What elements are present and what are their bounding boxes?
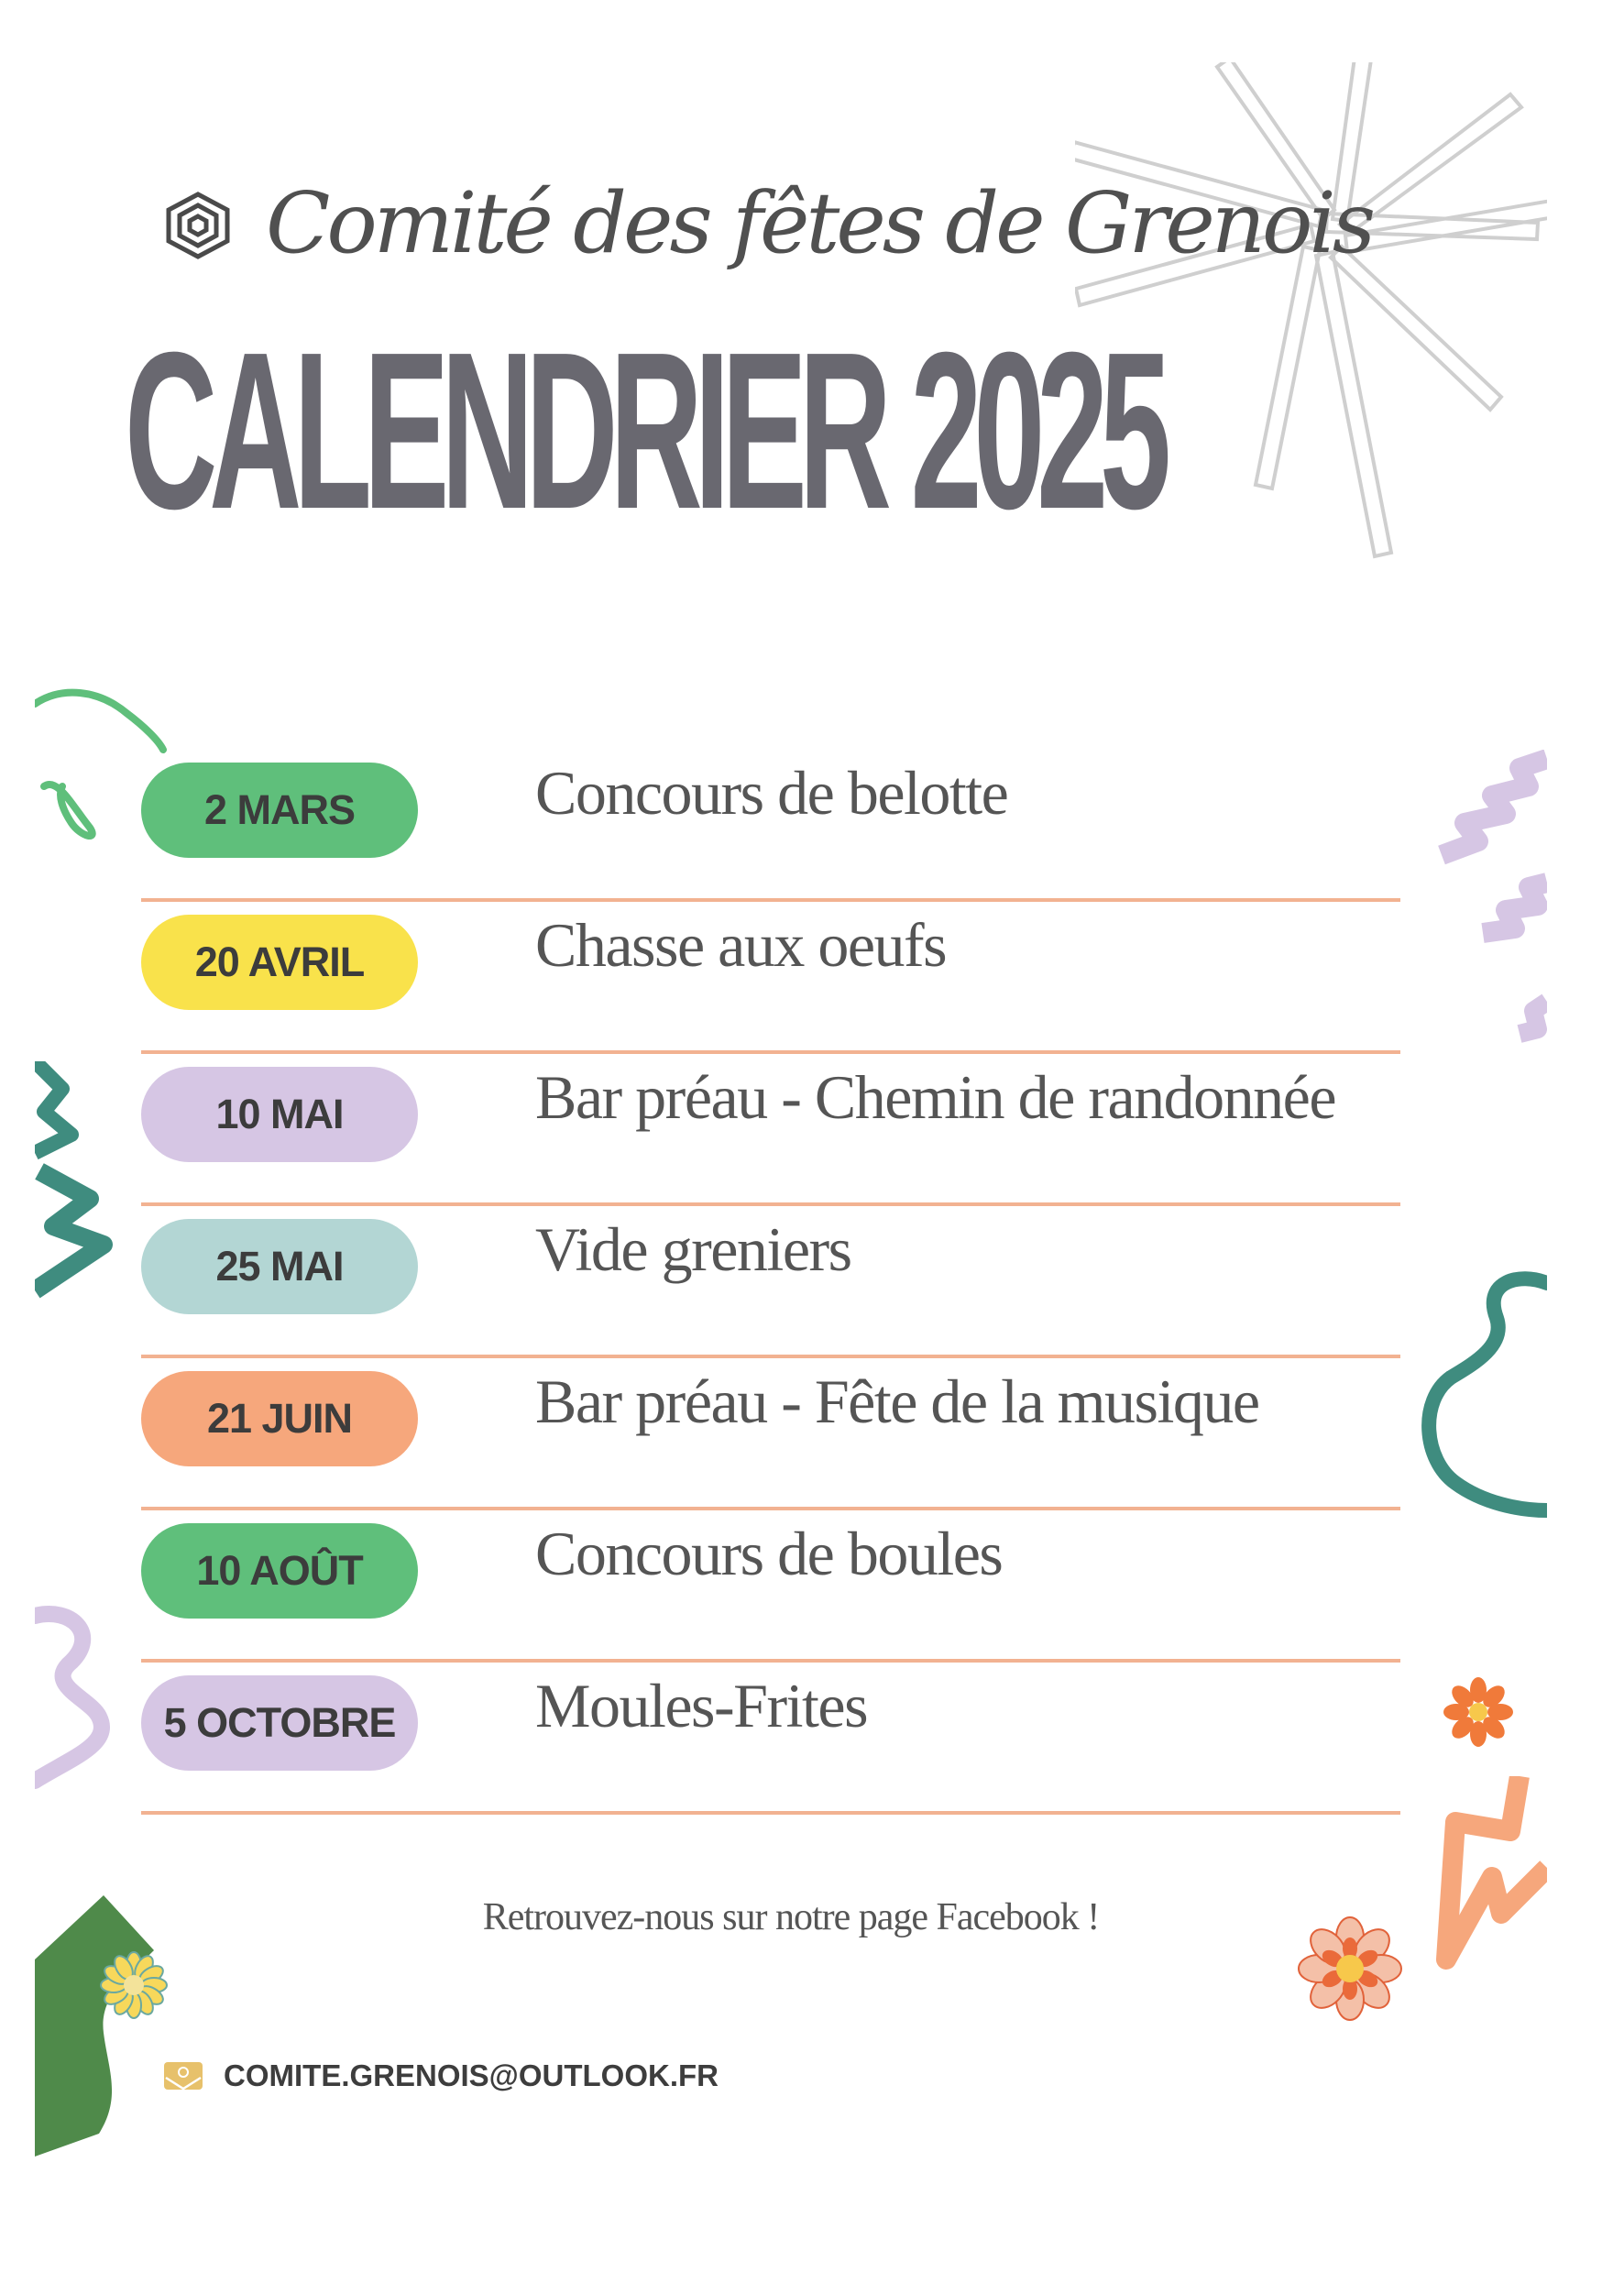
facebook-invite-text: Retrouvez-nous sur notre page Facebook ! [482,1896,1100,1938]
organization-name: Comité des fêtes de Grenois [266,174,1373,272]
page-title: CALENDRIER 2025 [125,305,1163,555]
teal-curl-decoration [1419,1263,1547,1565]
dark-green-shape-decoration [35,1895,172,2198]
event-row [141,902,1400,1054]
mail-icon [163,2061,203,2091]
orange-flower-icon [1442,1675,1515,1749]
event-row [141,1358,1400,1510]
event-name: Bar préau - Fête de la musique [535,1366,1259,1436]
poster [35,35,1547,2234]
contact-email [163,2058,719,2093]
date-badge: 10 AOÛT [141,1523,418,1619]
lavender-zigzag-decoration [1419,750,1547,1116]
event-row [141,1206,1400,1358]
email-link[interactable]: COMITE.GRENOIS@OUTLOOK.FR [224,2058,719,2092]
event-name: Vide greniers [535,1214,851,1284]
event-row [141,1054,1400,1206]
date-badge: 25 MAI [141,1219,418,1314]
teal-zigzag-decoration [35,1061,145,1327]
yellow-flower-icon [99,1950,169,2020]
date-badge: 5 OCTOBRE [141,1675,418,1771]
date-badge: 21 JUIN [141,1371,418,1466]
date-badge: 10 MAI [141,1067,418,1162]
event-name: Bar préau - Chemin de randonnée [535,1062,1336,1132]
event-row [141,1510,1400,1663]
date-badge: 20 AVRIL [141,915,418,1010]
event-name: Concours de belotte [535,758,1008,828]
event-list [141,750,1400,1815]
date-badge: 2 MARS [141,763,418,858]
event-name: Chasse aux oeufs [535,910,947,980]
event-name: Moules-Frites [535,1671,868,1740]
lavender-scribble-decoration [35,1597,136,1799]
event-name: Concours de boules [535,1519,1003,1588]
event-row [141,1663,1400,1815]
event-row [141,750,1400,902]
concentric-hexagon-logo-icon [163,191,233,260]
